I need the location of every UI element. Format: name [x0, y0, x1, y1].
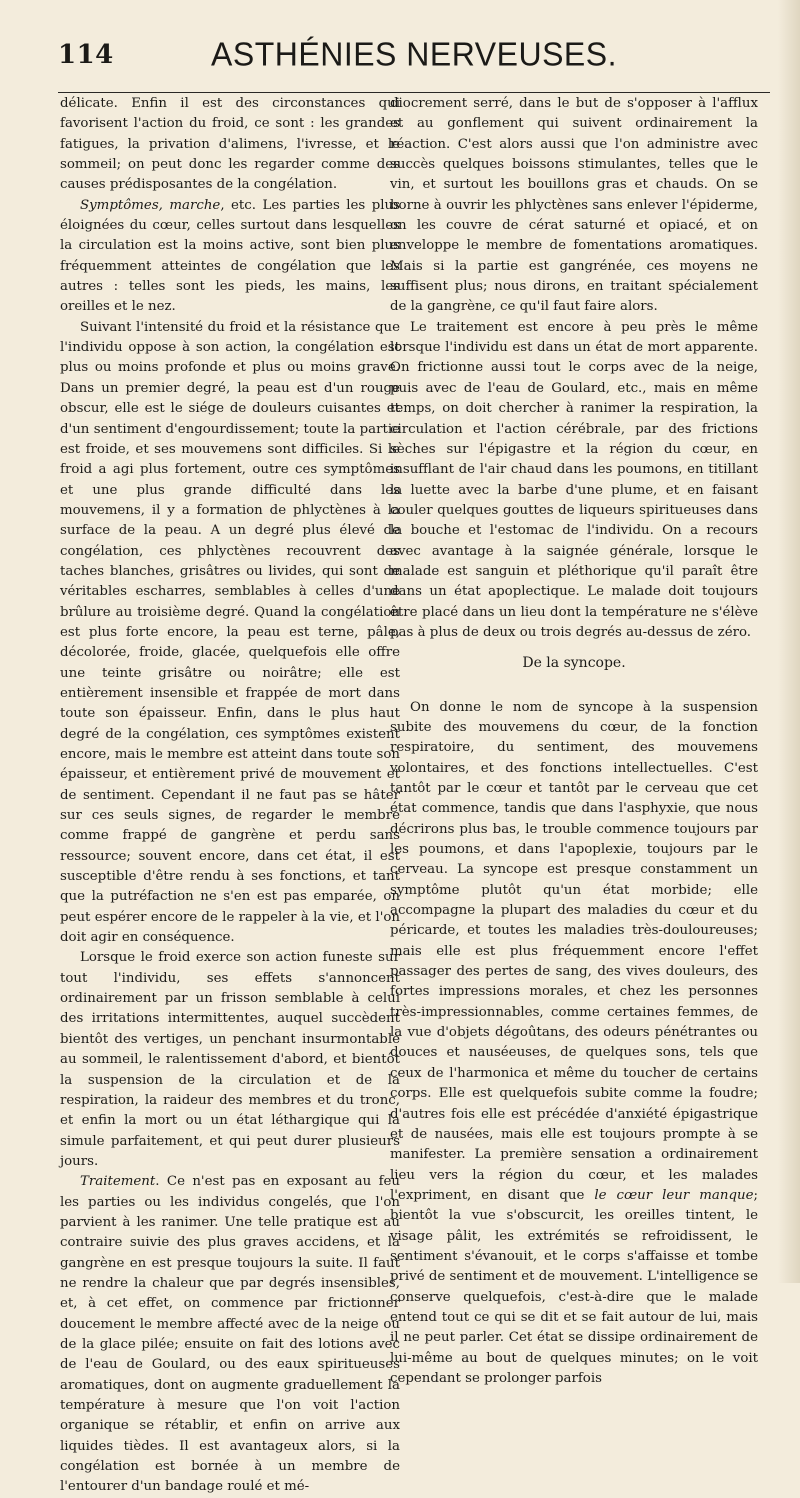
page-header: [58, 32, 770, 93]
paragraph-text: On donne le nom de syncope à la suspension subite des mouvemens du cœur, de la fonction respiratoire, du sentiment, des mouvemens volontaires, et des fonctions intellectuelles. C'est tantôt par le cœur et tantôt par le cerveau que cet état commence, tandis que dans l'asphyxie, que nous décrirons plus bas, le trouble commence toujours par les poumons, et dans l'apoplexie, toujours par le cerveau. La syncope est presque constamment un symptôme plutôt qu'un état morbide; elle accompagne la plupart des maladies du cœur et du péricarde, et toutes les maladies très-douloureuses; mais elle est plus fréquemment encore l'effet passager des pertes de sang, des vives douleurs, des fortes impressions morales, et chez les personnes très-impressionnables, comme certaines femmes, de la vue d'objets dégoûtans, des odeurs pénétrantes ou douces et nauséeuses, de quelques sons, tels que ceux de l'harmonica et même du toucher de certains corps. Elle est quelquefois subite comme la foudre; d'autres fois elle est précédée d'anxiété épigastrique et de nausées, mais elle est toujours prompte à se manifester. La première sensation a ordinairement lieu vers la région du cœur, et les malades l'expriment, en disant que: [390, 699, 758, 1203]
section-heading: De la syncope.: [522, 655, 626, 672]
paragraph-lead: Traitement: [80, 1174, 156, 1190]
paragraph: [60, 1172, 400, 1498]
running-title: ASTHÉNIES NERVEUSES.: [211, 35, 617, 73]
paragraph-text: diocrement serré, dans le but de s'opposer à l'afflux et au gonflement qui suivent ordinairement la réaction. C'est alors aussi que l'on administre avec succès quelques boissons stimulantes, telles que le vin, et surtout les bouillons gras et chauds. On se borne à ouvrir les phlyctènes sans enlever l'épiderme, on les couvre de cérat saturné et opiacé, et on enveloppe le membre de fomentations aromatiques. Mais si la partie est gangrénée, ces moyens ne suffisent plus; nous dirons, en traitant spécialement de la gangrène, ce qu'il faut faire alors.: [390, 96, 758, 315]
paragraph: [390, 698, 758, 1390]
paragraph: [390, 94, 758, 318]
paragraph: [390, 318, 758, 644]
paragraph-text: , etc. Les parties les plus éloignées du cœur, celles surtout dans lesquelles la circulation est la moins active, sont bien plus fréquemment atteintes de congélation que les autres : telles sont les pieds, les mains, les oreilles et le nez.: [60, 197, 400, 315]
page-number: 114: [58, 40, 114, 70]
paragraph: [60, 948, 400, 1172]
paragraph-lead: Symptômes, marche: [80, 197, 221, 213]
paragraph-text: délicate. Enfin il est des circonstances qui favorisent l'action du froid, ce sont : les grandes fatigues, la privation d'alimens, l'ivresse, et le sommeil; on peut donc les regarder comme des causes prédisposantes de la congélation.: [60, 96, 400, 193]
page-edge-shadow: [778, 0, 800, 1283]
paragraph-emphasis: le cœur leur manque: [594, 1187, 754, 1203]
paragraph-text: . Ce n'est pas en exposant au feu les parties ou les individus congelés, que l'on parvient à les ranimer. Une telle pratique est au contraire suivie des plus graves accidens, et la gangrène en est presque toujours la suite. Il faut ne rendre la chaleur que par degrés insensibles, et, à cet effet, on commence par frictionner doucement le membre affecté avec de la neige ou de la glace pilée; ensuite on fait des lotions avec de l'eau de Goulard, ou des eaux spiritueuses aromatiques, dont on augmente graduellement la température à mesure que l'on voit l'action organique se rétablir, et enfin on arrive aux liquides tièdes. Il est avantageux alors, si la congélation est bornée à un membre de l'entourer d'un bandage roulé et mé-: [60, 1174, 400, 1495]
paragraph-text: Lorsque le froid exerce son action funeste sur tout l'individu, ses effets s'annoncent ordinairement par un frisson semblable à celui des irritations intermittentes, auquel succèdent bientôt des vertiges, un penchant insurmontable au sommeil, le ralentissement d'abord, et bientôt la suspension de la circulation et de la respiration, la raideur des membres et du tronc, et enfin la mort ou un état léthargique qui la simule parfaitement, et qui peut durer plusieurs jours.: [60, 950, 400, 1169]
paragraph: [60, 196, 400, 318]
paragraph-tail: ; bientôt la vue s'obscurcit, les oreilles tintent, le visage pâlit, les extrémités se refroidissent, le sentiment s'évanouit, et le corps s'affaisse et tombe privé de sentiment et de mouvement. L'intelligence se conserve quelquefois, c'est-à-dire que le malade entend tout ce qui se dit et se fait autour de lui, mais il ne peut parler. Cet état se dissipe ordinairement de lui-même au bout de quelques minutes; on le voit cependant se prolonger parfois: [390, 1187, 758, 1386]
left-column: [60, 94, 400, 1498]
paragraph-text: Le traitement est encore à peu près le même lorsque l'individu est dans un état de mort apparente. On frictionne aussi tout le corps avec de la neige, puis avec de l'eau de Goulard, etc., mais en même temps, on doit chercher à ranimer la respiration, la circulation et l'action cérébrale, par des frictions sèches sur l'épigastre et la région du cœur, en insufflant de l'air chaud dans les poumons, en titillant la luette avec la barbe d'une plume, et en faisant couler quelques gouttes de liqueurs spiritueuses dans la bouche et l'estomac de l'individu. On a recours avec avantage à la saignée générale, lorsque le malade est sanguin et pléthorique qu'il paraît être dans un état apoplectique. Le malade doit toujours être placé dans un lieu dont la température ne s'élève pas à plus de deux ou trois degrés au-dessus de zéro.: [390, 319, 758, 640]
right-column: [390, 94, 758, 1389]
paragraph-text: Suivant l'intensité du froid et la résistance que l'individu oppose à son action, la congélation est plus ou moins profonde et plus ou moins grave. Dans un premier degré, la peau est d'un rouge obscur, elle est le siége de douleurs cuisantes et d'un sentiment d'engourdissement; toute la partie est froide, et ses mouvemens sont difficiles. Si le froid a agi plus fortement, outre ces symptômes et une plus grande difficulté dans les mouvemens, il y a formation de phlyctènes à la surface de la peau. A un degré plus élevé de congélation, ces phlyctènes recouvrent des taches blanches, grisâtres ou livides, qui sont de véritables escharres, semblables à celles d'une brûlure au troisième degré. Quand la congélation est plus forte encore, la peau est terne, pâle, décolorée, froide, glacée, quelquefois elle offre une teinte grisâtre ou noirâtre; elle est entièrement insensible et frappée de mort dans toute son épaisseur. Enfin, dans le plus haut degré de la congélation, ces symptômes existent encore, mais le membre est atteint dans toute son épaisseur, et entièrement privé de mouvement et de sentiment. Cependant il ne faut pas se hâter sur ces seuls signes, de regarder le membre comme frappé de gangrène et perdu sans ressource; souvent encore, dans cet état, il est susceptible d'être rendu à ses fonctions, et tant que la putréfaction ne s'en est pas emparée, on peut espérer encore de le rappeler à la vie, et l'on doit agir en conséquence.: [60, 319, 400, 946]
paragraph: [60, 94, 400, 196]
paragraph: [60, 318, 400, 949]
